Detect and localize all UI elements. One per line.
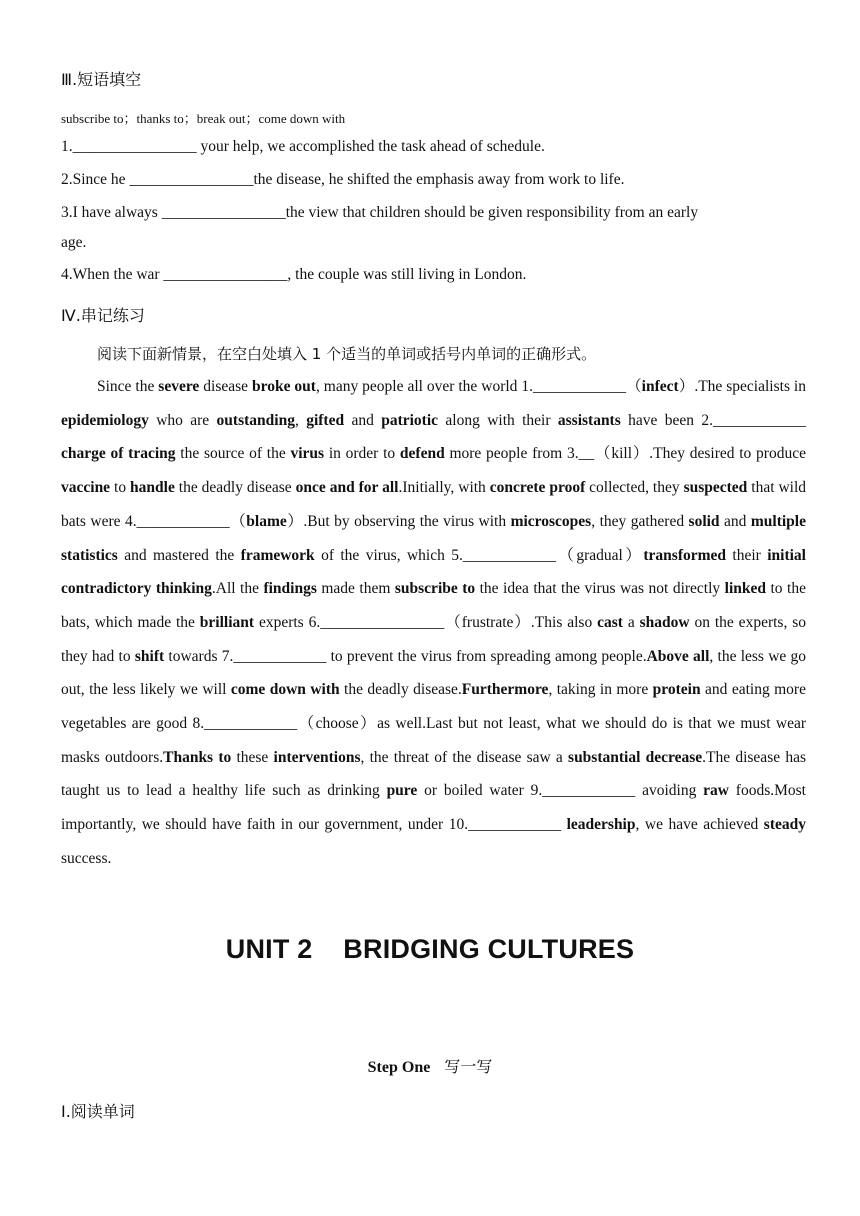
- fill-item-2: 2.Since he ________________the disease, he shifted the emphasis away from work to life.: [61, 171, 625, 188]
- section-4-title: Ⅳ.串记练习: [61, 306, 145, 325]
- fill-item-1: 1.________________ your help, we accomplished the task ahead of schedule.: [61, 138, 545, 155]
- unit-title: UNIT 2 BRIDGING CULTURES: [225, 934, 635, 964]
- section-3-title: Ⅲ.短语填空: [61, 70, 142, 89]
- step-label: Step One: [367, 1059, 431, 1076]
- fill-item-4: 4.When the war ________________, the couple was still living in London.: [61, 266, 527, 283]
- section-1-title: Ⅰ.阅读单词: [61, 1102, 135, 1121]
- phrase-bank: subscribe to；thanks to；break out；come down with: [61, 111, 346, 126]
- fill-item-3: 3.I have always ________________the view that children should be given responsibility from an early: [61, 204, 699, 221]
- step-heading: [0, 1054, 860, 1077]
- section-4-instruction: 阅读下面新情景，在空白处填入 1 个适当的单词或括号内单词的正确形式。: [97, 345, 597, 363]
- step-chinese: 写一写: [444, 1057, 493, 1076]
- passage-paragraph: Since the severe disease broke out, many people all over the world 1.____________（infect）.The specialists in epidemiology who are outstanding, gifted and patriotic along with their assistants have been 2.____________ charge of tracing the source of the virus in order to defend more people from 3.__（kill）.They desired to produce vaccine to handle the deadly disease once and for all.Initially, with concrete proof collected, they suspected that wild bats were 4.____________（blame）.But by observing the virus with microscopes, they gathered solid and multiple statistics and mastered the framework of the virus, which 5.____________（gradual）transformed their initial contradictory thinking.All the findings made them subscribe to the idea that the virus was not directly linked to the bats, which made the brilliant experts 6.________________（frustrate）.This also cast a shadow on the experts, so they had to shift towards 7.____________ to prevent the virus from spreading among people.Above all, the less we go out, the less likely we will come down with the deadly disease.Furthermore, taking in more protein and eating more vegetables are good 8.____________（choose）as well.Last but not least, what we should do is that we must wear masks outdoors.Thanks to these interventions, the threat of the disease saw a substantial decrease.The disease has taught us to lead a healthy life such as drinking pure or boiled water 9.____________ avoiding raw foods.Most importantly, we should have faith in our government, under 10.____________ leadership, we have achieved steady success.: [61, 378, 807, 867]
- fill-item-3-continued: age.: [61, 234, 87, 251]
